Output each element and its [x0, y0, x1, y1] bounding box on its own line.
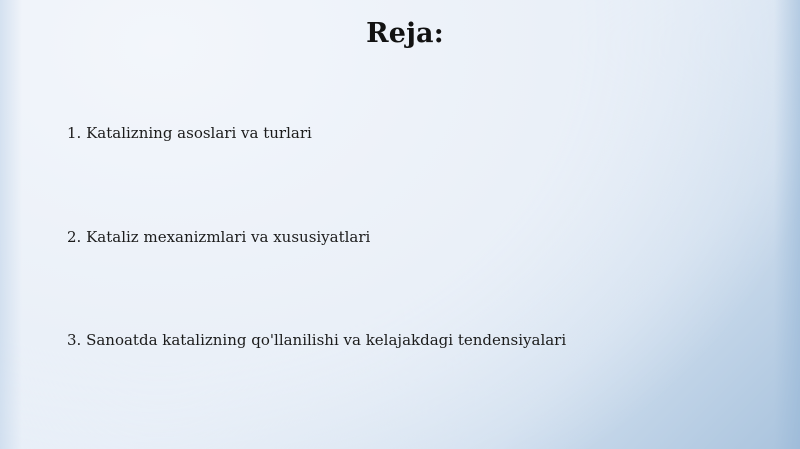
slide-edge-left	[0, 0, 22, 449]
plan-item-1: 1. Katalizning asoslari va turlari	[67, 124, 312, 142]
plan-item-2: 2. Kataliz mexanizmlari va xususiyatlari	[67, 228, 371, 246]
plan-item-3: 3. Sanoatda katalizning qo'llanilishi va kelajakdagi tendensiyalari	[67, 331, 567, 349]
slide-edge-right	[774, 0, 800, 449]
slide-title: Reja:	[366, 18, 444, 49]
